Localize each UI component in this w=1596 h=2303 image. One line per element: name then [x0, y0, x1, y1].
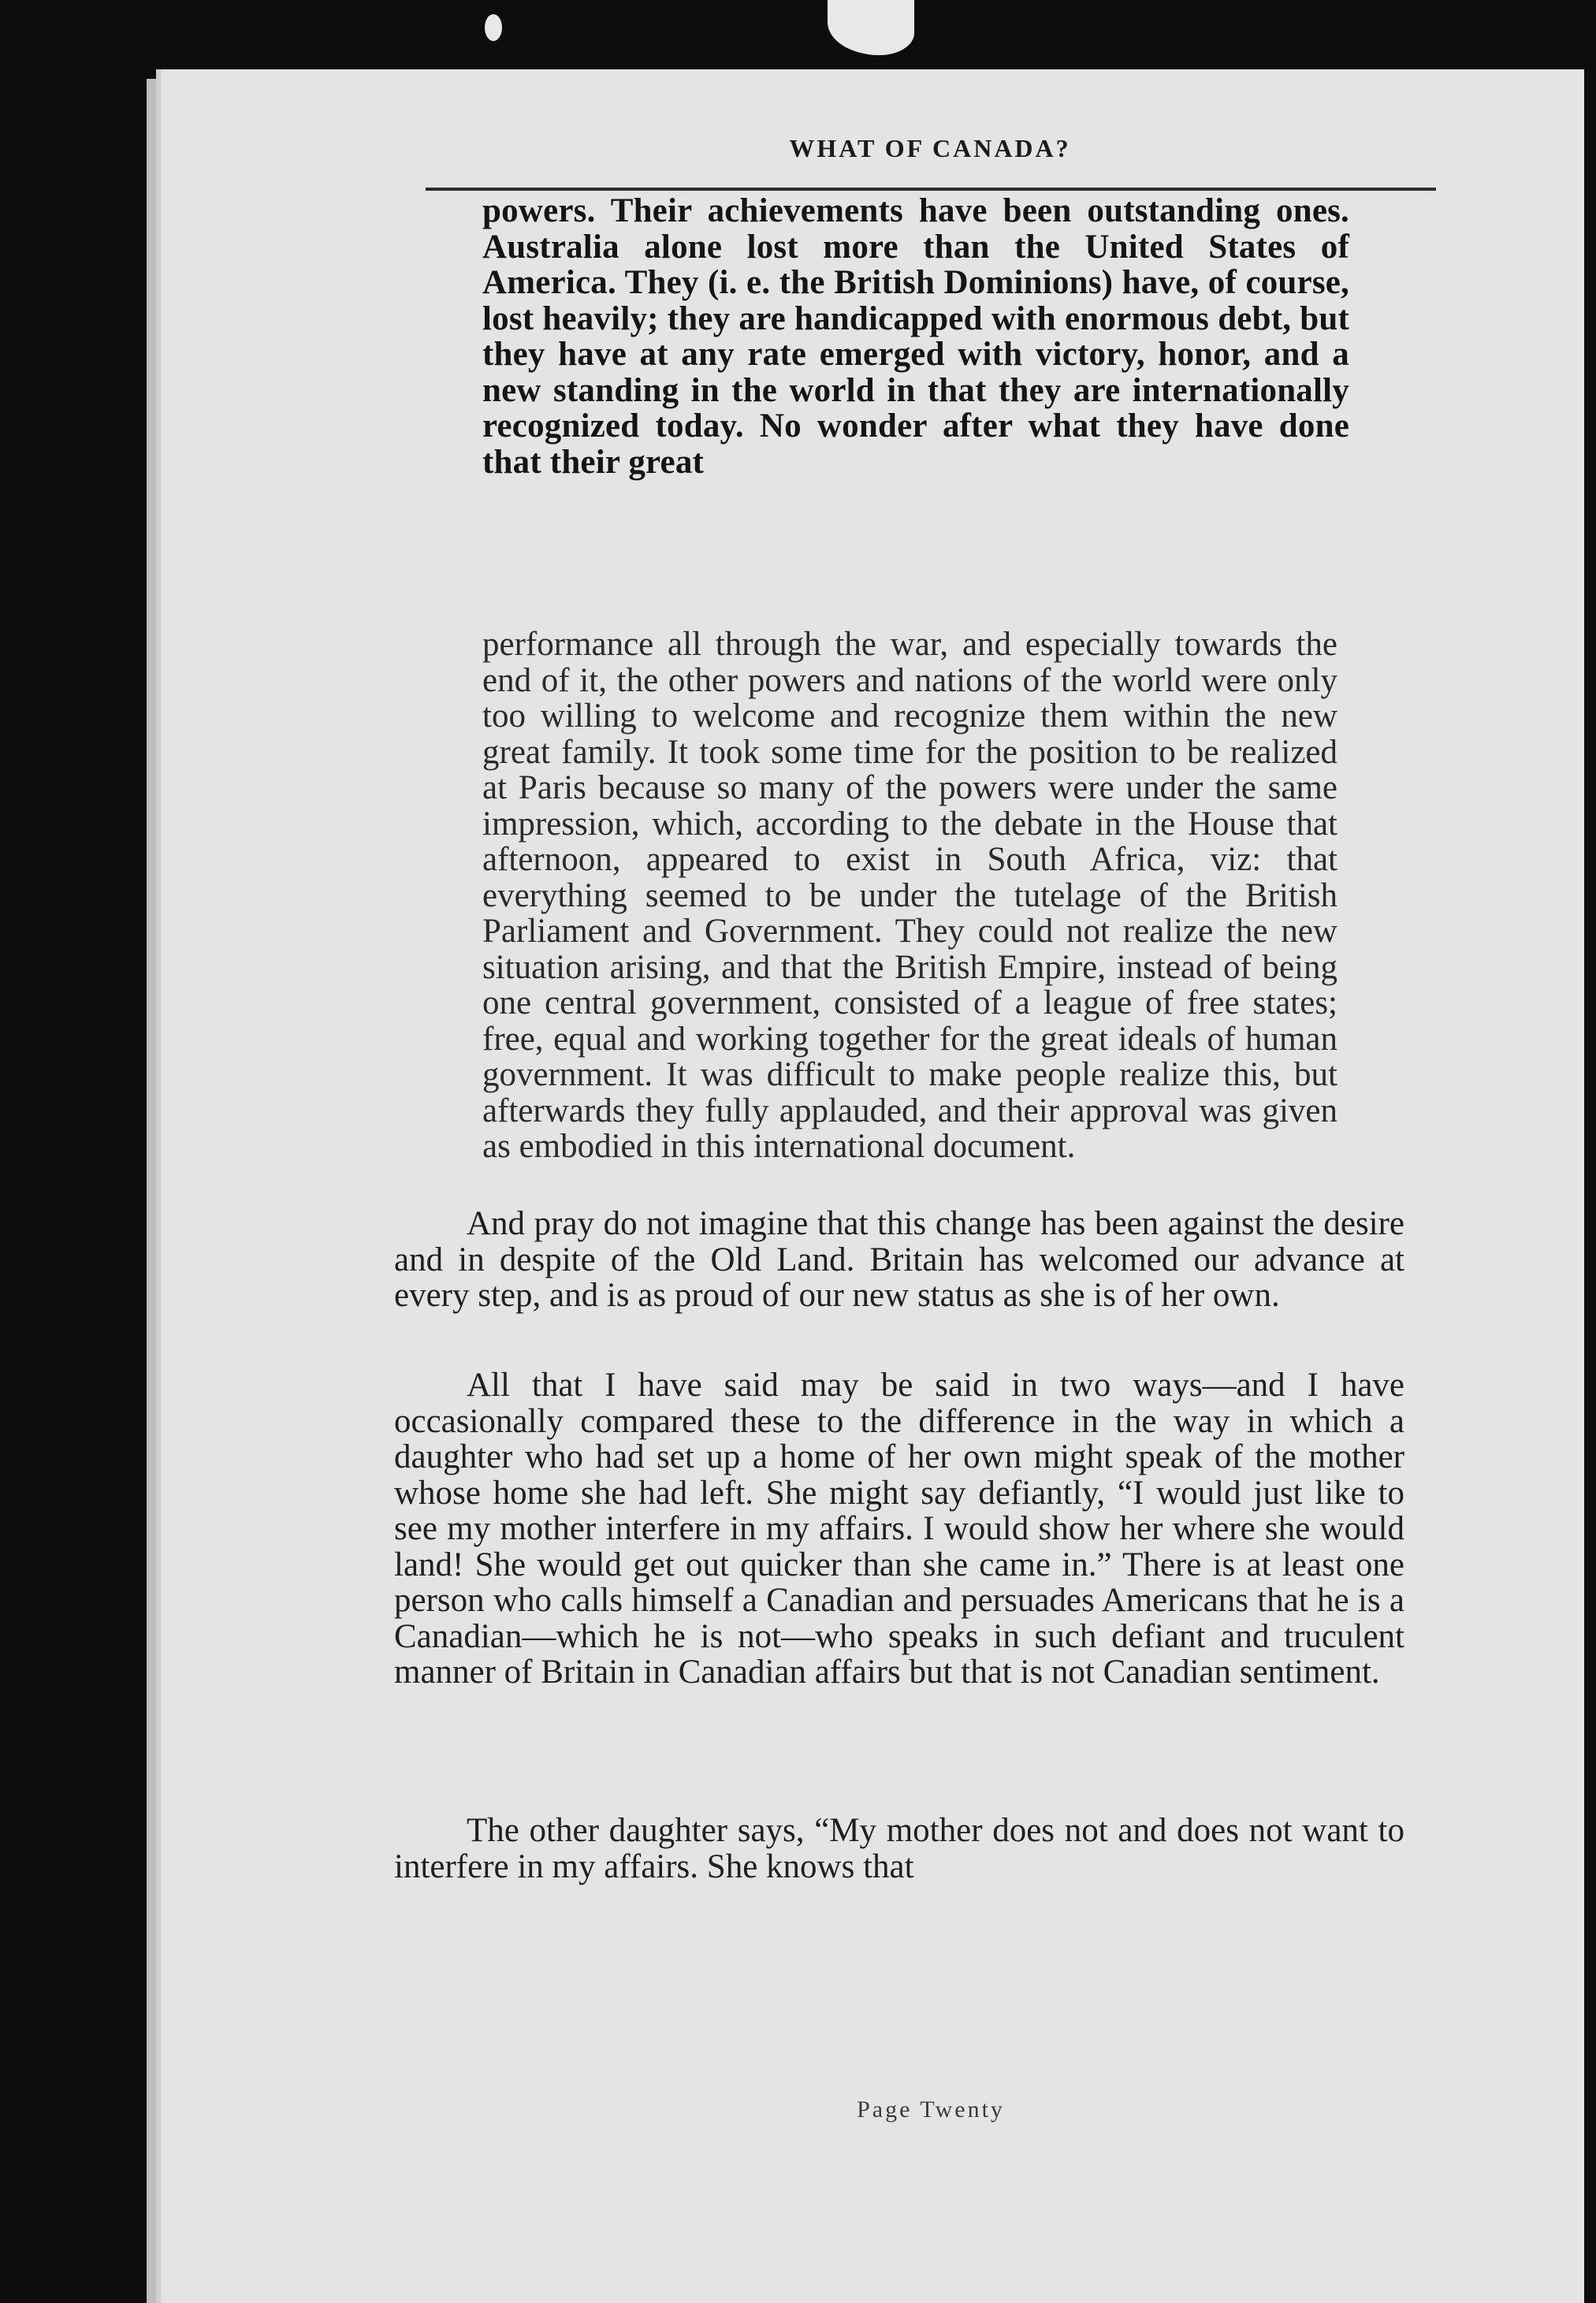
film-damage-speck [828, 0, 914, 55]
paragraph-other-daughter: The other daughter says, “My mother does not and does not want to interfere in my affairs. She knows that [394, 1812, 1404, 1885]
paragraph-two-ways: All that I have said may be said in two ways—and I have occasionally compared these to the difference in the way in which a daughter who had set up a home of her own might speak of the mother whose home she had left. She might say defiantly, “I would just like to see my mother interfere in my affairs. I would show her where she would land! She would get out quicker than she came in.” There is at least one person who calls himself a Canadian and persuades Americans that he is a Canadian—which he is not—who speaks in such defiant and truculent manner of Britain in Canadian affairs but that is not Canadian sentiment. [394, 1367, 1404, 1691]
film-damage-speck [485, 14, 502, 41]
body-text-bold: powers. Their achievements have been outstanding ones. Australia alone lost more than the United States of America. They (i. e. the British Dominions) have, of course, lost heavily; they are handicapped with enormous debt, but they have at any rate emerged with victory, honor, and a new standing in the world in that they are internationally recognized today. No wonder after what they have done that their great [482, 192, 1349, 481]
header-rule [426, 188, 1436, 191]
body-text-continued: performance all through the war, and especially towards the end of it, the other powers and nations of the world were only too willing to welcome and recognize them within the new great family. It took some time for the position to be realized at Paris because so many of the powers were under the same impression, which, according to the debate in the House that afternoon, appeared to exist in South Africa, viz: that everything seemed to be under the tutelage of the British Parliament and Government. They could not realize the new situation arising, and that the British Empire, instead of being one central government, consisted of a league of free states; free, equal and working together for the great ideals of human government. It was difficult to make people realize this, but afterwards they fully applauded, and their approval was given as embodied in this international document. [482, 626, 1337, 1165]
running-head: WHAT OF CANADA? [789, 134, 1071, 162]
page-number: Page Twenty [857, 2097, 1005, 2123]
paragraph-old-land: And pray do not imagine that this change has been against the desire and in despite of the Old Land. Britain has welcomed our advance at every step, and is as proud of our new status as she is of her own. [394, 1205, 1404, 1314]
